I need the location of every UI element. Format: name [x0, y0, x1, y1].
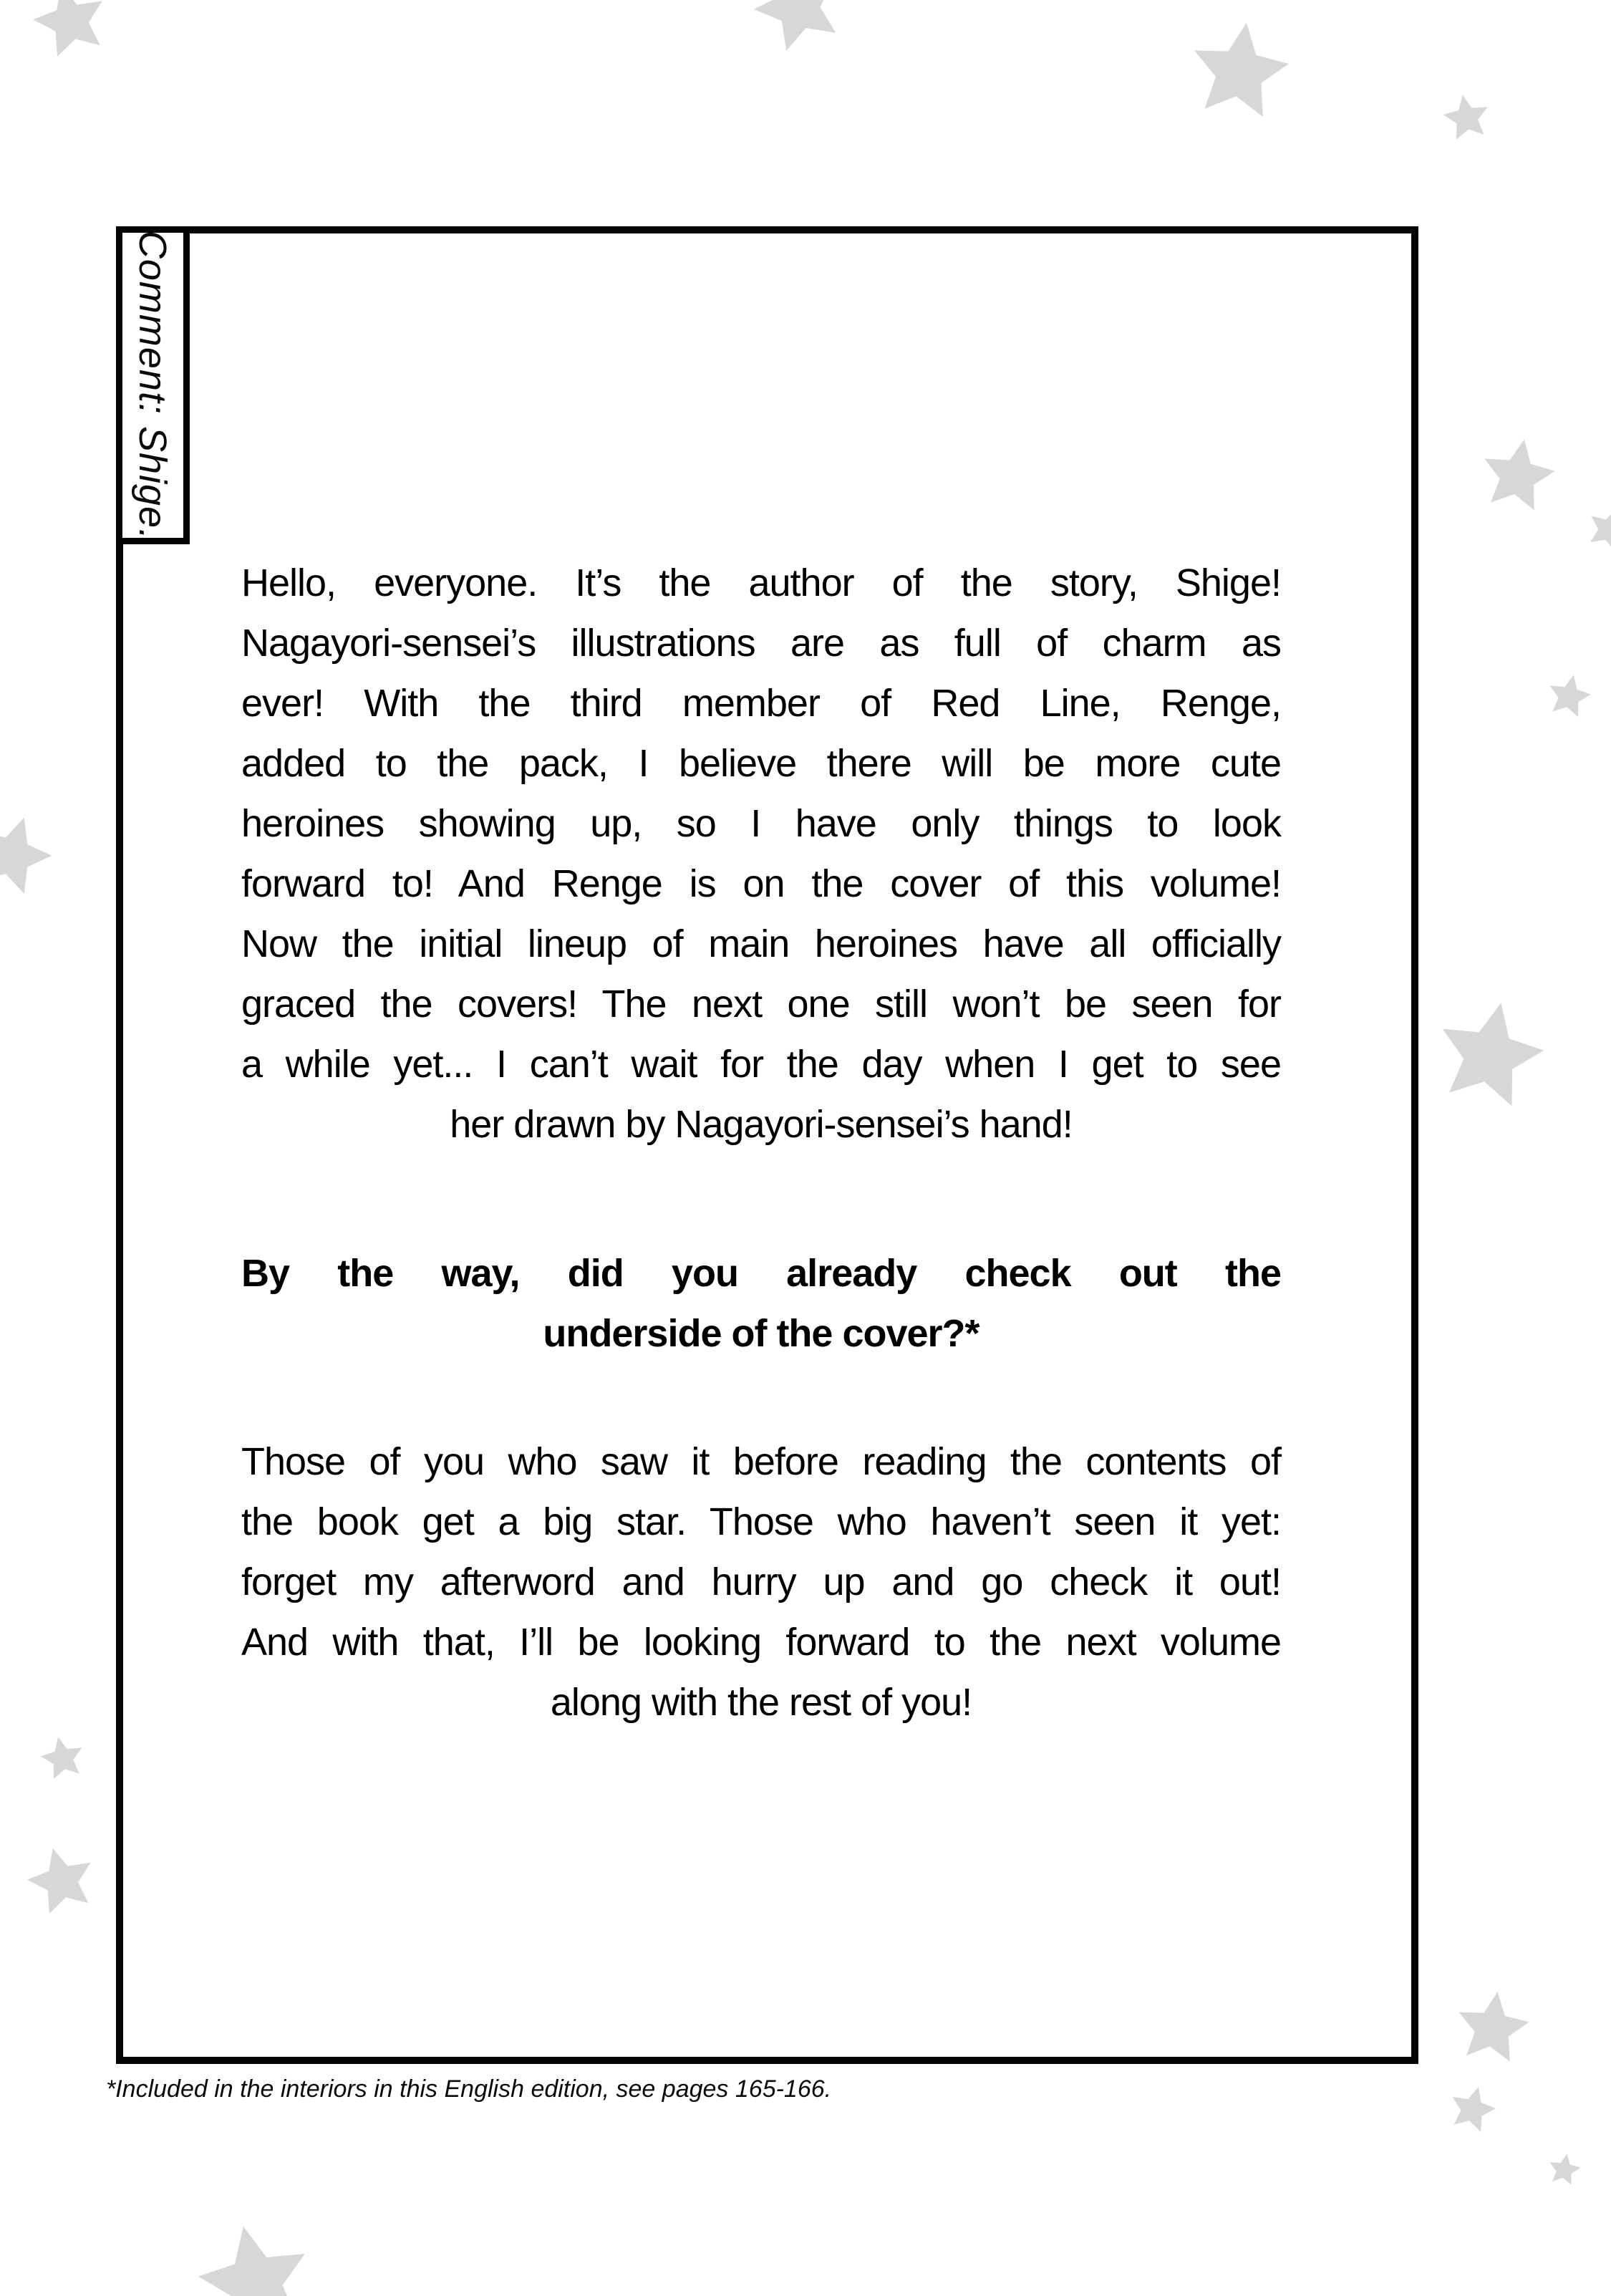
star-icon	[24, 0, 116, 64]
afterword-text	[241, 553, 1281, 1732]
text-line: Hello, everyone. It’s the author of the story, Shige!	[241, 561, 1281, 604]
text-line: along with the rest of you!	[550, 1681, 972, 1724]
star-icon	[19, 1836, 103, 1921]
afterword-paragraph	[241, 1432, 1281, 1732]
star-icon	[1474, 429, 1562, 516]
star-icon	[1426, 987, 1555, 1116]
star-icon	[1581, 499, 1611, 556]
star-icon	[1444, 2079, 1502, 2137]
text-line: underside of the cover?*	[543, 1312, 979, 1355]
text-line: the book get a big star. Those who haven’t seen it yet:	[241, 1500, 1281, 1543]
text-line: And with that, I’ll be looking forward to the next volume	[241, 1621, 1281, 1664]
star-icon	[186, 2209, 322, 2296]
text-line: heroines showing up, so I have only things to look	[241, 802, 1281, 845]
star-icon	[1184, 11, 1297, 125]
star-icon	[0, 801, 64, 902]
comment-tab	[116, 226, 190, 544]
text-line: forget my afterword and hurry up and go check it out!	[241, 1561, 1281, 1603]
star-icon	[36, 1730, 89, 1783]
text-line: By the way, did you already check out the	[241, 1252, 1281, 1295]
star-icon	[1545, 2149, 1583, 2187]
text-line: a while yet... I can’t wait for the day when I get to see	[241, 1043, 1281, 1086]
star-icon	[740, 0, 854, 61]
text-line: Now the initial lineup of main heroines have all officially	[241, 922, 1281, 965]
text-line: Those of you who saw it before reading the contents of	[241, 1440, 1281, 1483]
afterword-paragraph	[241, 1243, 1281, 1364]
star-icon	[1439, 89, 1494, 143]
text-line: graced the covers! The next one still won’t be seen for	[241, 983, 1281, 1026]
text-line: ever! With the third member of Red Line, Renge,	[241, 682, 1281, 725]
text-line: forward to! And Renge is on the cover of this volume!	[241, 862, 1281, 905]
star-icon	[1451, 1983, 1534, 2067]
footnote: *Included in the interiors in this English edition, see pages 165-166.	[106, 2075, 832, 2103]
text-line: her drawn by Nagayori-sensei’s hand!	[450, 1103, 1073, 1146]
text-line: Nagayori-sensei’s illustrations are as full of charm as	[241, 622, 1281, 665]
text-line: added to the pack, I believe there will be more cute	[241, 742, 1281, 785]
afterword-paragraph	[241, 553, 1281, 1154]
star-icon	[1543, 668, 1596, 721]
comment-tab-label: Comment: Shige.	[131, 230, 175, 541]
